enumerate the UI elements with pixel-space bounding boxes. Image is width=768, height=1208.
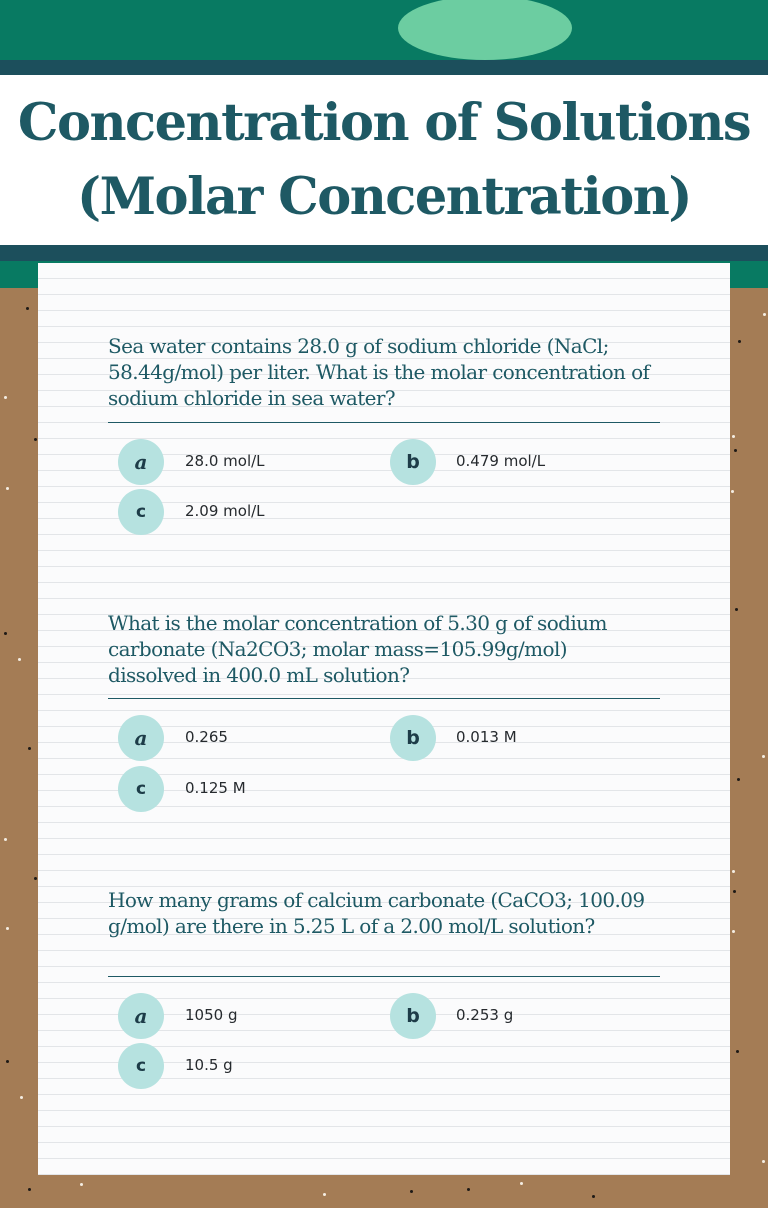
speck: [20, 1096, 23, 1099]
speck: [762, 1160, 765, 1163]
option-letter-b[interactable]: b: [390, 439, 436, 485]
question-1-option-b[interactable]: 0.479 mol/L: [456, 452, 546, 470]
speck: [6, 1060, 9, 1063]
option-letter-a[interactable]: a: [118, 715, 164, 761]
speck: [467, 1188, 470, 1191]
speck: [6, 487, 9, 490]
question-1-text: Sea water contains 28.0 g of sodium chloride (NaCl; 58.44g/mol) per liter. What is the molar concentration of sodium chloride in sea water?: [108, 334, 650, 410]
question-3-text: How many grams of calcium carbonate (CaCO3; 100.09 g/mol) are there in 5.25 L of a 2.00 mol/L solution?: [108, 888, 645, 938]
speck: [738, 340, 741, 343]
question-2-option-a[interactable]: 0.265: [185, 728, 228, 746]
speck: [34, 877, 37, 880]
speck: [734, 449, 737, 452]
option-letter-b[interactable]: b: [390, 993, 436, 1039]
title-underline-strip: [0, 245, 768, 261]
speck: [4, 838, 7, 841]
speck: [733, 890, 736, 893]
speck: [731, 490, 734, 493]
option-letter-a[interactable]: a: [118, 439, 164, 485]
question-1-option-c[interactable]: 2.09 mol/L: [185, 502, 265, 520]
question-2-option-b[interactable]: 0.013 M: [456, 728, 517, 746]
option-letter-a[interactable]: a: [118, 993, 164, 1039]
title-box: [0, 75, 768, 245]
question-2-divider: [108, 698, 660, 699]
speck: [762, 755, 765, 758]
speck: [80, 1183, 83, 1186]
question-1-option-a[interactable]: 28.0 mol/L: [185, 452, 265, 470]
header-strip: [0, 60, 768, 75]
speck: [4, 396, 7, 399]
speck: [34, 438, 37, 441]
speck: [732, 870, 735, 873]
speck: [763, 313, 766, 316]
worksheet-paper: [38, 263, 730, 1175]
title-line-1: Concentration of Solutions: [17, 93, 751, 153]
speck: [736, 1050, 739, 1053]
question-3-option-b[interactable]: 0.253 g: [456, 1006, 514, 1024]
speck: [26, 307, 29, 310]
option-letter-c[interactable]: c: [118, 1043, 164, 1089]
option-letter-b[interactable]: b: [390, 715, 436, 761]
option-letter-c[interactable]: c: [118, 766, 164, 812]
speck: [28, 1188, 31, 1191]
question-3-option-c[interactable]: 10.5 g: [185, 1056, 233, 1074]
title-line-2: (Molar Concentration): [76, 167, 692, 227]
speck: [4, 632, 7, 635]
speck: [732, 930, 735, 933]
speck: [592, 1195, 595, 1198]
question-3-option-a[interactable]: 1050 g: [185, 1006, 238, 1024]
speck: [410, 1190, 413, 1193]
speck: [737, 778, 740, 781]
option-letter-c[interactable]: c: [118, 489, 164, 535]
speck: [28, 747, 31, 750]
question-2-option-c[interactable]: 0.125 M: [185, 779, 246, 797]
speck: [735, 608, 738, 611]
speck: [520, 1182, 523, 1185]
page-title: [18, 86, 750, 234]
question-1-divider: [108, 422, 660, 423]
header-band: [0, 0, 768, 60]
question-3-divider: [108, 976, 660, 977]
question-2-text: What is the molar concentration of 5.30 g of sodium carbonate (Na2CO3; molar mass=105.99g/mol) dissolved in 400.0 mL solution?: [108, 611, 607, 687]
speck: [732, 435, 735, 438]
speck: [18, 658, 21, 661]
speck: [323, 1193, 326, 1196]
speck: [6, 927, 9, 930]
